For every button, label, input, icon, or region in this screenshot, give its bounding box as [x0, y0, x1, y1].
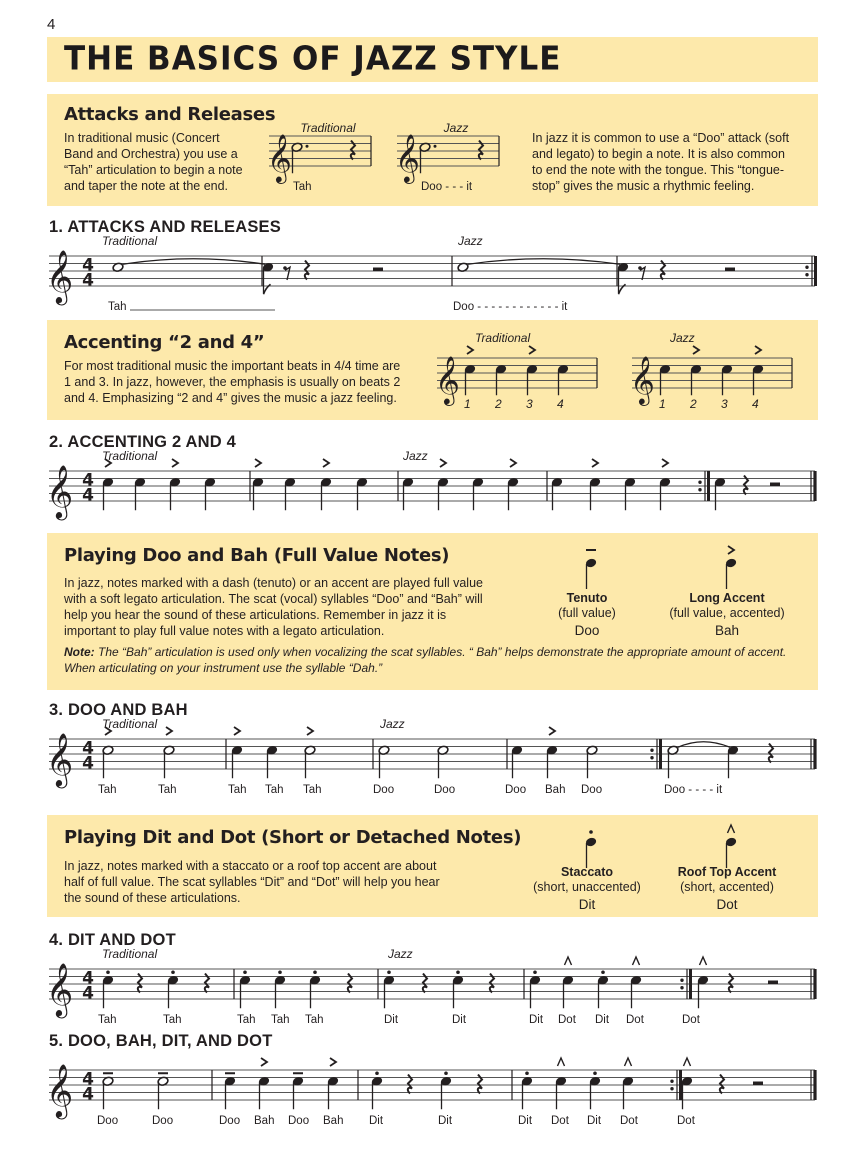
- svg-text:Traditional: Traditional: [475, 331, 531, 345]
- long-accent-label: Long Accent (full value, accented) Bah: [669, 591, 785, 638]
- half-note: [163, 727, 175, 778]
- quarter-note: [169, 459, 181, 510]
- treble-clef-icon: 𝄞: [46, 1063, 74, 1117]
- exercise-1-title: 1. ATTACKS AND RELEASES: [49, 218, 281, 236]
- quarter-note: [589, 459, 601, 510]
- attacks-releases-box: [47, 94, 818, 206]
- half-rest-note: [373, 268, 383, 272]
- quarter-note: [562, 957, 574, 1008]
- quarter-note: [697, 957, 709, 1008]
- svg-text:Dit: Dit: [595, 1014, 610, 1026]
- svg-text:Tah: Tah: [98, 784, 117, 796]
- doo-bah-note: Note: The “Bah” articulation is used only when vocalizing the scat syllables. “ Bah” helps demonstrate the appropriate amount of accent. When articulating on your instrument use the syllable “Dah.”: [64, 645, 787, 675]
- half-rest-note: [770, 483, 780, 487]
- svg-text:Jazz: Jazz: [403, 449, 428, 463]
- doo-bah-box: [47, 533, 818, 690]
- svg-text:3: 3: [526, 397, 533, 411]
- exercise-2-staff: [0, 447, 864, 527]
- svg-text:4: 4: [82, 738, 94, 759]
- svg-text:Doo: Doo: [152, 1115, 174, 1127]
- staccato-label: Staccato (short, unaccented) Dit: [533, 865, 641, 912]
- svg-text:Doo: Doo: [288, 1115, 310, 1127]
- svg-text:4: 4: [82, 753, 94, 774]
- half-rest-note: [725, 268, 735, 272]
- svg-text:2: 2: [495, 397, 502, 411]
- half-rest-note: [753, 1082, 763, 1086]
- quarter-note: [258, 1058, 270, 1109]
- svg-text:1: 1: [464, 397, 471, 411]
- svg-text:Traditional: Traditional: [102, 449, 158, 463]
- svg-text:Tah: Tah: [271, 1014, 290, 1026]
- svg-text:Doo: Doo: [373, 784, 395, 796]
- half-note: [304, 727, 316, 778]
- svg-text:Doo: Doo: [97, 1115, 119, 1127]
- quarter-note: [507, 459, 519, 510]
- svg-text:Jazz: Jazz: [670, 331, 695, 345]
- half-rest-note: [768, 981, 778, 985]
- svg-text:Tah: Tah: [163, 1014, 182, 1026]
- svg-text:Jazz: Jazz: [388, 947, 413, 961]
- quarter-note: [292, 1073, 304, 1109]
- quarter-note: [630, 957, 642, 1008]
- half-note: [667, 742, 730, 779]
- svg-text:1: 1: [659, 397, 666, 411]
- svg-text:4: 4: [557, 397, 564, 411]
- svg-text:Doo: Doo: [219, 1115, 241, 1127]
- svg-text:Traditional: Traditional: [102, 234, 158, 248]
- page-number: 4: [47, 16, 56, 33]
- quarter-note: [659, 459, 671, 510]
- roof-top-accent-label: Roof Top Accent (short, accented) Dot: [677, 865, 777, 912]
- svg-text:Tah: Tah: [237, 1014, 256, 1026]
- svg-text:Tah: Tah: [265, 784, 284, 796]
- quarter-note: [224, 1073, 236, 1109]
- svg-text:Jazz: Jazz: [443, 121, 469, 135]
- svg-text:Tah: Tah: [303, 784, 322, 796]
- quarter-note: [231, 727, 243, 778]
- quarter-note: [320, 459, 332, 510]
- dit-dot-box: [47, 815, 818, 917]
- doo-bah-heading: Playing Doo and Bah (Full Value Notes): [64, 545, 450, 566]
- svg-text:4: 4: [82, 983, 94, 1004]
- exercise-3-staff: [0, 715, 864, 800]
- exercise-5-staff: [0, 1046, 864, 1126]
- half-note: [102, 727, 114, 778]
- svg-text:Bah: Bah: [323, 1115, 344, 1127]
- tenuto-label: Tenuto (full value) Doo: [558, 591, 616, 638]
- svg-text:Tah: Tah: [293, 181, 312, 193]
- exercise-5-title: 5. DOO, BAH, DIT, AND DOT: [49, 1032, 273, 1050]
- treble-clef-icon: 𝄞: [46, 464, 74, 518]
- title-banner: [47, 37, 818, 82]
- svg-text:Doo: Doo: [581, 784, 603, 796]
- half-note: [157, 1073, 169, 1109]
- svg-text:Dit: Dit: [369, 1115, 384, 1127]
- quarter-note: [327, 1058, 339, 1109]
- svg-text:Doo - - - - it: Doo - - - - it: [664, 784, 723, 796]
- treble-clef-icon: 𝄞: [630, 355, 655, 404]
- svg-text:Dot: Dot: [551, 1115, 569, 1127]
- svg-text:Dit: Dit: [438, 1115, 453, 1127]
- quarter-note: [102, 459, 114, 510]
- quarter-note: [437, 459, 449, 510]
- attacks-right-text: In jazz it is common to use a “Doo” attack (soft and legato) to begin a note. It is also common to end the note with the tongue. This “tongue- stop” gives the music a rhythmic feeling.: [532, 131, 790, 193]
- svg-text:4: 4: [752, 397, 759, 411]
- treble-clef-icon: 𝄞: [46, 962, 74, 1016]
- treble-clef-icon: 𝄞: [46, 732, 74, 786]
- svg-text:Tah: Tah: [98, 1014, 117, 1026]
- svg-text:Traditional: Traditional: [102, 717, 158, 731]
- svg-text:Dot: Dot: [677, 1115, 695, 1127]
- svg-text:Dot: Dot: [626, 1014, 644, 1026]
- quarter-note: [252, 459, 264, 510]
- attacks-heading: Attacks and Releases: [64, 104, 276, 125]
- exercise-3-title: 3. DOO AND BAH: [49, 701, 188, 719]
- eighth-rest-note: [638, 266, 645, 280]
- quarter-note: [622, 1058, 634, 1109]
- treble-clef-icon: 𝄞: [395, 133, 420, 182]
- dit-dot-heading: Playing Dit and Dot (Short or Detached Notes): [64, 827, 522, 848]
- accenting-heading: Accenting “2 and 4”: [64, 332, 265, 353]
- svg-text:Dit: Dit: [529, 1014, 544, 1026]
- quarter-note: [555, 1058, 567, 1109]
- svg-text:Dit: Dit: [518, 1115, 533, 1127]
- whole-note: [112, 259, 265, 273]
- svg-text:Dit: Dit: [452, 1014, 467, 1026]
- svg-text:Tah: Tah: [305, 1014, 324, 1026]
- exercise-4-title: 4. DIT AND DOT: [49, 931, 176, 949]
- accenting-box: [47, 320, 818, 420]
- svg-text:Doo - - - - - - - - - - - - it: Doo - - - - - - - - - - - - it: [453, 301, 568, 313]
- half-note: [102, 1073, 114, 1109]
- svg-text:Tah: Tah: [108, 301, 127, 313]
- svg-text:4: 4: [82, 270, 94, 291]
- page-title: THE BASICS OF JAZZ STYLE: [64, 40, 562, 78]
- svg-text:Dot: Dot: [558, 1014, 576, 1026]
- dit-dot-text: In jazz, notes marked with a staccato or a roof top accent are about half of full value. The scat syllables “Dit” and “Dot” will help you hear the sound of these articulations.: [64, 859, 440, 905]
- quarter-note: [681, 1058, 693, 1109]
- svg-text:Doo: Doo: [434, 784, 456, 796]
- exercise-4-staff: [0, 945, 864, 1025]
- whole-note: [457, 259, 620, 273]
- svg-text:4: 4: [82, 1069, 94, 1090]
- accenting-examples-notation: [47, 320, 818, 420]
- svg-text:Dit: Dit: [587, 1115, 602, 1127]
- svg-text:4: 4: [82, 1084, 94, 1105]
- svg-text:Dit: Dit: [384, 1014, 399, 1026]
- svg-text:Tah: Tah: [158, 784, 177, 796]
- treble-clef-icon: 𝄞: [267, 133, 292, 182]
- svg-text:Tah: Tah: [228, 784, 247, 796]
- svg-text:4: 4: [82, 255, 94, 276]
- svg-text:4: 4: [82, 485, 94, 506]
- exercise-2-title: 2. ACCENTING 2 AND 4: [49, 433, 237, 451]
- svg-text:Dot: Dot: [620, 1115, 638, 1127]
- svg-text:Doo - - - it: Doo - - - it: [421, 181, 473, 193]
- svg-text:Traditional: Traditional: [300, 121, 356, 135]
- svg-text:Dot: Dot: [682, 1014, 700, 1026]
- quarter-note: [546, 727, 558, 778]
- svg-text:Bah: Bah: [254, 1115, 275, 1127]
- svg-text:4: 4: [82, 968, 94, 989]
- svg-text:Doo: Doo: [505, 784, 527, 796]
- svg-text:3: 3: [721, 397, 728, 411]
- svg-text:Jazz: Jazz: [380, 717, 405, 731]
- attacks-left-text: In traditional music (Concert Band and Orchestra) you use a “Tah” articulation to begin a note and taper the note at the end.: [64, 131, 243, 193]
- svg-text:Bah: Bah: [545, 784, 566, 796]
- svg-text:Jazz: Jazz: [458, 234, 483, 248]
- svg-text:Traditional: Traditional: [102, 947, 158, 961]
- accenting-text: For most traditional music the important beats in 4/4 time are 1 and 3. In jazz, however, the emphasis is usually on beats 2 and 4. Emphasizing “2 and 4” gives the music a jazz feeling.: [64, 359, 401, 405]
- treble-clef-icon: 𝄞: [46, 249, 74, 303]
- svg-text:2: 2: [690, 397, 697, 411]
- doo-bah-text: In jazz, notes marked with a dash (tenuto) or an accent are played full value with a soft legato articulation. The scat (vocal) syllables “Doo” and “Bah” will help you hear the sound of these articulations. Remember in jazz it is important to play full value notes with a legato articulation.: [64, 576, 483, 638]
- eighth-rest-note: [283, 266, 290, 280]
- treble-clef-icon: 𝄞: [435, 355, 460, 404]
- svg-text:4: 4: [82, 470, 94, 491]
- exercise-1-staff: [0, 232, 864, 312]
